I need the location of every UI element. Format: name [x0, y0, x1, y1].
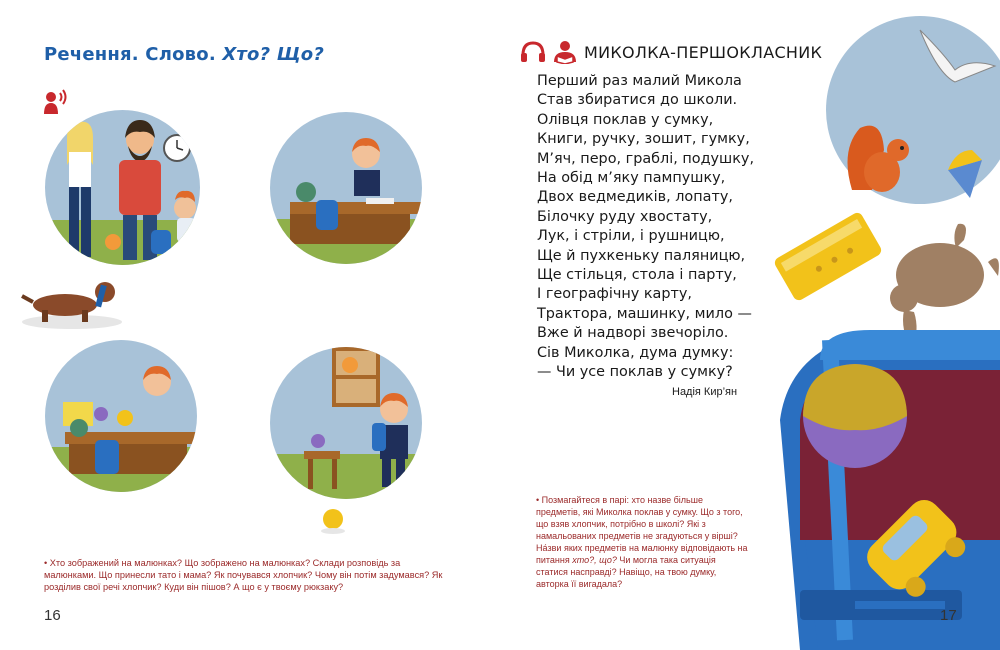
poem-line: Ще стільця, стола і парту, — [537, 267, 737, 284]
title-part2: Хто? Що? — [222, 44, 324, 65]
poem-line: Лук, і стріли, і рушницю, — [537, 228, 725, 245]
poem-author: Надія Кир’ян — [672, 386, 738, 398]
page-number-right: 17 — [940, 607, 957, 624]
poem-line: Білочку руду хвостату, — [537, 208, 713, 225]
headphones-icon — [520, 41, 546, 63]
title-part1: Речення. Слово. — [44, 44, 216, 65]
poem-line: Ще й пухкеньку паляницю, — [537, 247, 746, 264]
poem-line: Трактора, машинку, мило — — [537, 305, 752, 322]
poem-line: Книги, ручку, зошит, гумку, — [537, 131, 750, 148]
reader-icon — [552, 40, 578, 64]
poem-line: Вже й надворі звечоріло. — [537, 325, 729, 342]
right-caption — [536, 494, 748, 590]
left-caption: • Хто зображений на малюнках? Що зображено на малюнках? Склади розповідь за малюнками. Що принесли тато і мама? Як почувався хлопчик? Чому він потім задумався? Як розділив свої речі хлопчик? Куди він пішов? А що є у твоєму рюкзаку? — [44, 558, 443, 592]
poem-line: Сів Миколка, дума думку: — [537, 344, 734, 361]
boy-at-desk-picture — [270, 112, 422, 264]
poem-line: М’яч, перо, граблі, подушку, — [537, 150, 755, 167]
poem-line: На обід м’яку пампушку, — [537, 170, 726, 187]
poem-line: Став збиратися до школи. — [537, 92, 738, 109]
bread-loaf-icon — [773, 211, 884, 303]
boy-leaving-picture — [270, 347, 422, 499]
poem-line: — Чи усе поклав у сумку? — [537, 364, 733, 381]
caption-text-1: • Позмагайтеся в парі: хто назве більше предметів, які Миколка поклав у сумку. Що з того, що взяв хлопчик, потрібно в школі? Які з намальованих предметів не згадуються у вірші? На́зви яких предметів на малюнку відповідають на питання — [536, 495, 748, 565]
poem-title: МИКОЛКА-ПЕРШОКЛАСНИК — [584, 42, 823, 62]
poem-line: Олівця поклав у сумку, — [537, 111, 714, 128]
family-picture — [45, 110, 200, 265]
poem-header — [520, 40, 822, 64]
backpack-illustration — [780, 330, 1000, 650]
caption-text-2: Чи могла така ситуація статися насправді? Навіщо, на твою думку, авторка її вигадала? — [536, 555, 717, 589]
page-number-left: 16 — [44, 607, 61, 624]
page-title — [44, 44, 324, 65]
caption-question: хто?, що? — [572, 555, 617, 565]
right-page — [500, 0, 1000, 650]
packed-backpack-picture — [45, 340, 197, 492]
poem-line: Перший раз малий Микола — [537, 73, 742, 89]
poem-text — [537, 72, 777, 383]
poem-line: І географічну карту, — [537, 286, 692, 303]
poem-line: Двох ведмедиків, лопату, — [537, 189, 733, 206]
